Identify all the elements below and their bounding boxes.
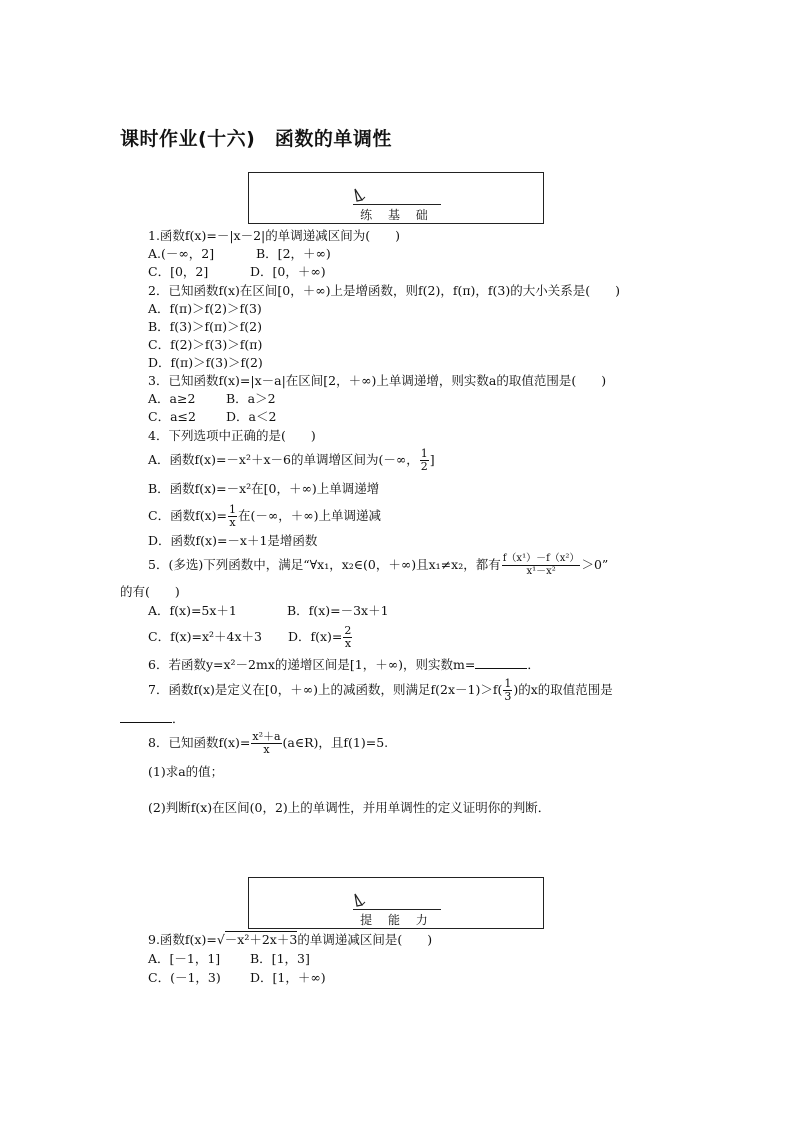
fraction <box>502 553 581 578</box>
question-5-tail: ＞0” <box>581 557 609 572</box>
fraction <box>420 448 429 473</box>
question-6-tail: ． <box>527 657 540 672</box>
question-8-text: 8．已知函数f(x)= <box>148 735 251 750</box>
question-5-options-cd <box>148 623 353 651</box>
question-4-option-d: D．函数f(x)=－x＋1是增函数 <box>148 533 318 548</box>
question-1-option-d: D．[0，＋∞) <box>250 264 326 279</box>
page-title: 课时作业(十六) 函数的单调性 <box>120 128 392 150</box>
question-2-option-c: C．f(2)＞f(3)＞f(π) <box>148 337 263 352</box>
question-9-option-d: D．[1，＋∞) <box>250 970 326 985</box>
section-rule <box>353 909 441 910</box>
question-3-option-d: D．a＜2 <box>226 409 277 424</box>
question-6-stem <box>148 656 540 673</box>
answer-blank[interactable] <box>120 710 172 723</box>
option-c-tail: 在(－∞，＋∞)上单调递减 <box>237 508 382 523</box>
question-3-option-c: C．a≤2 <box>148 409 196 424</box>
question-3-stem: 3．已知函数f(x)=|x－a|在区间[2，＋∞)上单调递增，则实数a的取值范围是( ) <box>148 373 607 388</box>
fraction <box>251 731 281 756</box>
fraction-numerator: x²＋a <box>252 730 281 743</box>
section-header-basic <box>248 172 544 224</box>
fraction-denominator: x <box>263 743 270 756</box>
question-1-option-a: A.(－∞，2] <box>148 246 215 261</box>
question-5-text: 5．(多选)下列函数中，满足“∀x₁，x₂∈(0，＋∞)且x₁≠x₂，都有 <box>148 557 501 572</box>
question-4-option-a <box>148 446 435 474</box>
question-4-stem: 4．下列选项中正确的是( ) <box>148 428 316 443</box>
option-a-tail: ] <box>429 452 435 467</box>
question-5-option-b: B．f(x)=－3x＋1 <box>287 603 389 618</box>
question-7-text: 7．函数f(x)是定义在[0，＋∞)上的减函数，则满足f(2x－1)＞f( <box>148 682 503 697</box>
question-8-part-1: (1)求a的值； <box>148 764 224 779</box>
pencil-icon <box>353 187 367 205</box>
section-label-basic: 练 基 础 <box>360 208 434 222</box>
question-3-option-a: A．a≥2 <box>148 391 196 406</box>
question-5-option-d: D．f(x)= <box>287 629 343 644</box>
fraction-numerator: f（x¹）－f（x²） <box>502 553 580 564</box>
question-9-option-b: B．[1，3] <box>250 951 310 966</box>
section-rule <box>353 204 441 205</box>
question-9-stem <box>148 932 432 948</box>
fraction-numerator: 1 <box>228 503 236 516</box>
section-label-advanced: 提 能 力 <box>360 913 434 927</box>
fraction <box>343 625 352 650</box>
fraction-denominator: 2 <box>420 460 428 473</box>
fraction <box>228 504 237 529</box>
question-7-end: ． <box>172 711 185 726</box>
section-header-advanced <box>248 877 544 929</box>
question-7-tail: )的x的取值范围是 <box>513 682 613 697</box>
question-9-option-a: A．[－1，1] <box>148 951 221 966</box>
question-1-option-c: C．[0，2] <box>148 264 209 279</box>
question-9-option-c: C．(－1，3) <box>148 970 221 985</box>
question-4-option-c <box>148 502 381 530</box>
fraction-denominator: x <box>229 516 236 529</box>
question-9-tail: 的单调递减区间是( ) <box>297 932 433 947</box>
question-1-option-b: B．[2，＋∞) <box>256 246 331 261</box>
question-5-stem-continued: 的有( ) <box>120 584 180 599</box>
question-1-stem: 1.函数f(x)=－|x－2|的单调递减区间为( ) <box>148 228 401 243</box>
fraction-denominator: x <box>344 637 352 650</box>
question-8-tail: (a∈R)，且f(1)=5. <box>282 735 389 750</box>
question-8-part-2: (2)判断f(x)在区间(0，2)上的单调性，并用单调性的定义证明你的判断． <box>148 800 551 815</box>
fraction-numerator: 2 <box>344 624 352 637</box>
question-7-stem <box>148 676 613 704</box>
pencil-icon <box>353 892 367 910</box>
square-root-radicand: －x²＋2x＋3 <box>224 932 298 947</box>
question-4-option-b: B．函数f(x)=－x²在[0，＋∞)上单调递增 <box>148 481 380 496</box>
fraction-denominator: 3 <box>504 690 512 703</box>
question-5-option-a: A．f(x)=5x＋1 <box>148 603 237 618</box>
question-2-option-d: D．f(π)＞f(3)＞f(2) <box>148 355 263 370</box>
question-5-option-c: C．f(x)=x²＋4x＋3 <box>148 629 262 644</box>
question-7-answer-line <box>120 710 185 727</box>
question-6-text: 6．若函数y=x²－2mx的递增区间是[1，＋∞)，则实数m= <box>148 657 476 672</box>
question-2-stem: 2．已知函数f(x)在区间[0，＋∞)上是增函数，则f(2)，f(π)，f(3)的大小关系是( ) <box>148 283 621 298</box>
question-5-stem <box>148 550 608 580</box>
question-9-text: 9.函数f(x)=√ <box>148 932 225 947</box>
question-2-option-b: B．f(3)＞f(π)＞f(2) <box>148 319 262 334</box>
question-2-option-a: A．f(π)＞f(2)＞f(3) <box>148 301 262 316</box>
fraction-numerator: 1 <box>420 447 428 460</box>
question-3-option-b: B．a＞2 <box>226 391 276 406</box>
fraction-numerator: 1 <box>504 677 512 690</box>
fraction-denominator: x¹－x² <box>526 566 556 577</box>
option-a-text: A．函数f(x)=－x²＋x－6的单调增区间为(－∞， <box>148 452 419 467</box>
option-c-text: C．函数f(x)= <box>148 508 227 523</box>
answer-blank[interactable] <box>475 656 527 669</box>
question-8-stem <box>148 728 388 758</box>
fraction <box>503 678 512 703</box>
